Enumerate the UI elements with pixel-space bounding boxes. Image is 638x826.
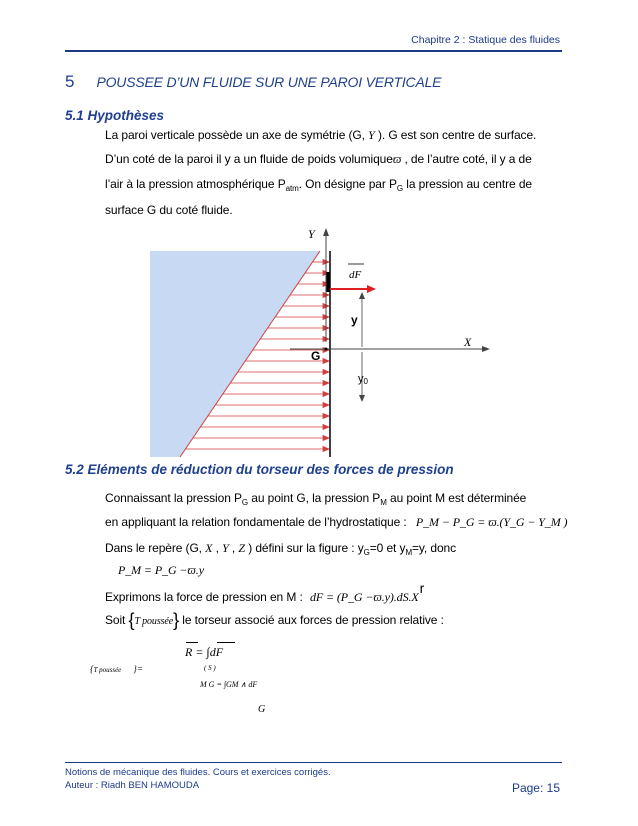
hypotheses-line-4: surface G du coté fluide. xyxy=(105,203,233,217)
sub-m: M xyxy=(405,548,413,557)
pressure-arrowhead xyxy=(323,370,329,375)
text: Soit xyxy=(105,613,126,627)
sub-g: G xyxy=(396,184,404,193)
sub-atm: atm xyxy=(285,184,299,193)
text: ). G est son centre de surface. xyxy=(377,128,537,142)
label-y: y xyxy=(351,313,358,327)
torseur-symbol: T poussée xyxy=(134,616,174,627)
subsection-heading-hypotheses: 5.1 Hypothèses xyxy=(65,108,165,123)
subsection-heading-torseur: 5.2 Eléments de réduction du torseur des forces de pression xyxy=(65,462,454,477)
sub-g: G xyxy=(241,498,249,507)
running-header: Chapitre 2 : Statique des fluides xyxy=(411,34,560,46)
torseur-left-symbol: T poussée xyxy=(93,666,122,674)
axis-y-symbol: Y xyxy=(222,541,229,555)
label-y0-main: y xyxy=(358,373,364,385)
text: D’un coté de la paroi il y a un fluide de poids volumique xyxy=(105,152,393,166)
hypotheses-line-3 xyxy=(105,176,532,197)
y-dimension-arrowhead xyxy=(359,292,365,299)
torseur-line-3: Dans le repère (G, X , Y , Z ) défini sur la figure : $y_G=0$ et $y_M=y$, donc xyxy=(105,541,457,557)
sub-m: M xyxy=(380,498,387,507)
text: Exprimons la force de pression en M : xyxy=(105,590,303,604)
pressure-arrowhead xyxy=(323,436,329,441)
hydrostatic-equation: P_M − P_G = ϖ.(Y_G − Y_M ) xyxy=(415,515,568,529)
moment-equation: M G = ∫GM ∧ dF xyxy=(200,680,258,689)
text: le torseur associé aux forces de pression relative : xyxy=(182,613,444,627)
footer-line-1: Notions de mécanique des fluides. Cours et exercices corrigés. xyxy=(65,767,331,778)
torseur-line-6 xyxy=(105,612,444,630)
sub-g: G xyxy=(363,548,370,557)
text: La paroi verticale possède un axe de symétrie (G, xyxy=(105,128,365,142)
section-heading xyxy=(65,72,441,92)
brace-open: { xyxy=(128,610,135,630)
pressure-figure xyxy=(140,222,500,457)
pressure-arrowhead xyxy=(323,359,329,364)
y-axis-arrowhead xyxy=(323,228,329,236)
y0-dimension-arrowhead xyxy=(359,395,365,402)
r-vector-bar xyxy=(186,642,198,643)
text: . On désigne par P xyxy=(298,177,397,191)
header-rule xyxy=(65,50,562,52)
df-vector-bar xyxy=(217,642,235,643)
torseur-line-5 xyxy=(105,580,425,605)
df-arrowhead xyxy=(367,285,376,293)
section-number: 5 xyxy=(65,72,75,91)
integral-domain: ( S ) xyxy=(204,664,216,672)
resultant-equation: R = ∫dF xyxy=(185,645,224,659)
text: l’air à la pression atmosphérique P xyxy=(105,177,286,191)
text: Connaissant la pression P xyxy=(105,491,242,505)
axis-y-symbol: Y xyxy=(368,128,375,142)
footer-line-2: Auteur : Riadh BEN HAMOUDA xyxy=(65,780,200,791)
torseur-point-g: G xyxy=(258,704,266,715)
torseur-left xyxy=(90,664,143,674)
brace-close: }= xyxy=(133,664,143,674)
text: Dans le repère (G, xyxy=(105,541,202,555)
footer-credits xyxy=(65,766,331,792)
label-y0 xyxy=(358,373,369,386)
pressure-arrowhead xyxy=(323,392,329,397)
hypotheses-line-1 xyxy=(105,127,536,143)
hypotheses-line-2 xyxy=(105,151,532,167)
text: au point M est déterminée xyxy=(386,491,527,505)
torseur-line-1 xyxy=(105,490,526,511)
brace-open: { xyxy=(90,664,94,674)
torseur-line-2 xyxy=(105,514,567,530)
force-equation: dF = (P_G −ϖ.y).dS.X xyxy=(309,590,419,604)
text: en appliquant la relation fondamentale de l’hydrostatique : xyxy=(105,515,407,529)
pressure-arrowhead xyxy=(323,403,329,408)
pressure-arrowhead xyxy=(323,447,329,452)
point-g xyxy=(325,348,328,351)
axis-z-symbol: Z xyxy=(238,541,245,555)
pressure-equation: P_M = P_G −ϖ.y xyxy=(118,563,204,577)
section-title: POUSSEE D’UN FLUIDE SUR UNE PAROI VERTICALE xyxy=(96,74,442,90)
text: au point G, la pression P xyxy=(248,491,381,505)
text: =0 et y xyxy=(369,541,406,555)
omega-symbol: ϖ xyxy=(392,152,402,166)
footer-rule xyxy=(65,762,562,763)
label-x-axis: X xyxy=(464,335,472,349)
brace-close: } xyxy=(173,610,180,630)
label-g: G xyxy=(311,349,321,363)
vector-r-mark: r xyxy=(419,580,425,596)
label-y-axis: Y xyxy=(308,227,315,241)
pressure-arrowhead xyxy=(323,414,329,419)
pressure-arrowhead xyxy=(323,425,329,430)
page-number: Page: 15 xyxy=(511,781,560,795)
pressure-arrowhead xyxy=(323,381,329,386)
text: , de l’autre coté, il y a de xyxy=(404,152,532,166)
axis-x-symbol: X xyxy=(205,541,213,555)
text: =y, donc xyxy=(412,541,457,555)
label-df: dF xyxy=(349,269,362,281)
text: la pression au centre de xyxy=(403,177,532,191)
x-axis-arrowhead xyxy=(482,346,490,352)
label-y0-sub: 0 xyxy=(363,377,368,386)
text: ) défini sur la figure : y xyxy=(248,541,364,555)
